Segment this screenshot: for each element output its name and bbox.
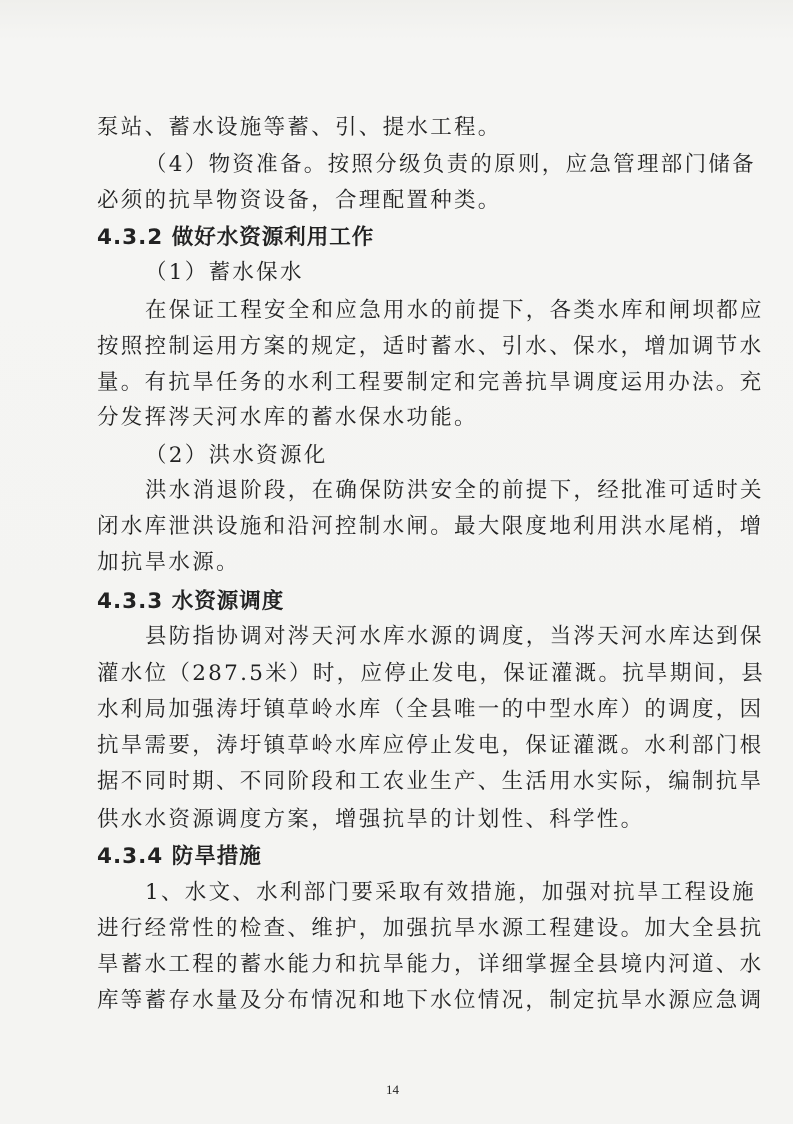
body-line: 必须的抗旱物资设备，合理配置种类。 — [97, 188, 502, 213]
body-line: 1、水文、水利部门要采取有效措施，加强对抗旱工程设施 — [145, 880, 756, 905]
body-line: 量。有抗旱任务的水利工程要制定和完善抗旱调度运用办法。充 — [97, 370, 764, 395]
body-line: 库等蓄存水量及分布情况和地下水位情况，制定抗旱水源应急调 — [97, 988, 764, 1013]
body-line: 洪水消退阶段，在确保防洪安全的前提下，经批准可适时关 — [145, 478, 764, 503]
body-line: 在保证工程安全和应急用水的前提下，各类水库和闸坝都应 — [145, 298, 764, 323]
body-line: 泵站、蓄水设施等蓄、引、提水工程。 — [97, 115, 502, 140]
body-line: 灌水位（287.5米）时，应停止发电，保证灌溉。抗旱期间，县 — [97, 661, 766, 686]
section-heading-4-3-4: 4.3.4 防旱措施 — [97, 844, 262, 869]
body-line: 闭水库泄洪设施和沿河控制水闸。最大限度地利用洪水尾梢，增 — [97, 514, 764, 539]
body-line: 水利局加强涛圩镇草岭水库（全县唯一的中型水库）的调度，因 — [97, 697, 764, 722]
body-line: 供水水资源调度方案，增强抗旱的计划性、科学性。 — [97, 807, 645, 832]
body-line: 据不同时期、不同阶段和工农业生产、生活用水实际，编制抗旱 — [97, 769, 764, 794]
body-line: 分发挥涔天河水库的蓄水保水功能。 — [97, 405, 478, 430]
list-item-line: （4）物资准备。按照分级负责的原则，应急管理部门储备 — [145, 152, 756, 177]
section-heading-4-3-3: 4.3.3 水资源调度 — [97, 589, 285, 614]
section-heading-4-3-2: 4.3.2 做好水资源利用工作 — [97, 225, 375, 250]
body-line: 旱蓄水工程的蓄水能力和抗旱能力，详细掌握全县境内河道、水 — [97, 952, 764, 977]
body-line: 抗旱需要，涛圩镇草岭水库应停止发电，保证灌溉。水利部门根 — [97, 733, 764, 758]
body-line: 按照控制运用方案的规定，适时蓄水、引水、保水，增加调节水 — [97, 334, 764, 359]
subheading: （1）蓄水保水 — [145, 260, 304, 285]
body-line: 进行经常性的检查、维护，加强抗旱水源工程建设。加大全县抗 — [97, 916, 764, 941]
subheading: （2）洪水资源化 — [145, 443, 328, 468]
body-line: 加抗旱水源。 — [97, 550, 240, 575]
body-line: 县防指协调对涔天河水库水源的调度，当涔天河水库达到保 — [145, 624, 764, 649]
page-number: 14 — [386, 1082, 399, 1097]
